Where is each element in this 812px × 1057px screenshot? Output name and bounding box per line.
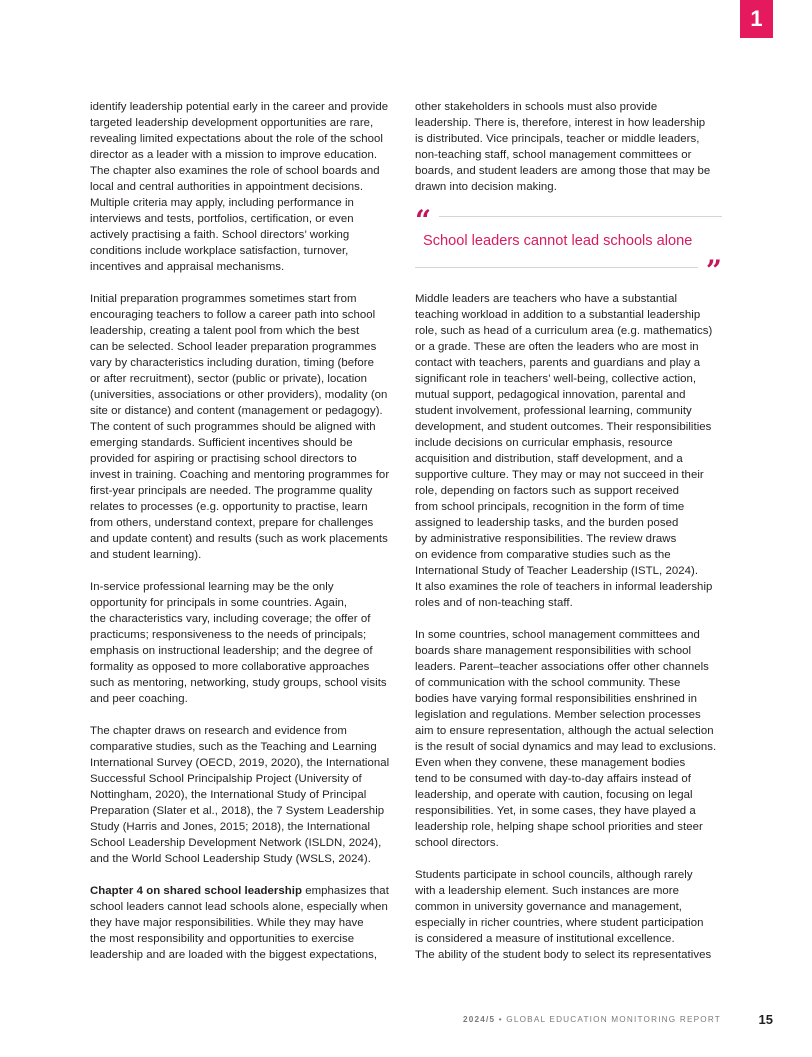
pull-quote <box>415 202 722 287</box>
left-column <box>90 99 400 963</box>
text-line: from others, understand context, prepare for challenges <box>90 517 374 529</box>
text-line: The chapter also examines the role of school boards and <box>90 165 380 177</box>
quote-divider-bottom <box>415 267 698 268</box>
text-line: contact with teachers, parents and guardians and play a <box>415 357 701 369</box>
text-line: opportunity for principals in some countries. Again, <box>90 597 348 609</box>
page-number: 15 <box>758 1012 773 1027</box>
text-line: formality as opposed to more collaborative approaches <box>90 661 370 673</box>
text-line: by administrative responsibilities. The review draws <box>415 533 677 545</box>
text-line: role, such as head of a curriculum area (e.g. mathematics) <box>415 325 713 337</box>
text-line: relates to processes (e.g. opportunity to practise, learn <box>90 501 368 513</box>
text-line: leadership role, helping shape school priorities and steer <box>415 821 703 833</box>
text-line: aim to ensure representation, although the actual selection <box>415 725 714 737</box>
open-quote-icon: “ <box>415 204 432 237</box>
text-line: leadership and are loaded with the biggest expectations, <box>90 949 378 961</box>
text-line: In-service professional learning may be the only <box>90 581 334 593</box>
text-line: identify leadership potential early in the career and provide <box>90 101 389 113</box>
text-line: Multiple criteria may apply, including performance in <box>90 197 354 209</box>
text-line: conditions include workplace satisfaction, turnover, <box>90 245 349 257</box>
text-line: targeted leadership development opportunities are rare, <box>90 117 374 129</box>
text-line: tend to be consumed with day-to-day affairs instead of <box>415 773 692 785</box>
text-line: and student learning). <box>90 549 202 561</box>
text-line: bodies have varying formal responsibilities enshrined in <box>415 693 698 705</box>
text-line: school leaders cannot lead schools alone, especially when <box>90 901 388 913</box>
text-line: leadership, and operate with caution, focusing on legal <box>415 789 693 801</box>
right-column-bottom <box>415 291 725 963</box>
text-line: first-year principals are needed. The programme quality <box>90 485 373 497</box>
text-line: comparative studies, such as the Teaching and Learning <box>90 741 377 753</box>
text-line: director as a leader with a mission to improve education. <box>90 149 378 161</box>
text-line: Middle leaders are teachers who have a substantial <box>415 293 678 305</box>
text-line: In some countries, school management committees and <box>415 629 700 641</box>
text-line: is distributed. Vice principals, teacher or middle leaders, <box>415 133 700 145</box>
text-line: actively practising a faith. School directors’ working <box>90 229 350 241</box>
text-line: leadership, creating a talent pool from which the best <box>90 325 360 337</box>
running-footer <box>463 1015 721 1024</box>
text-line: is considered a measure of institutional excellence. <box>415 933 675 945</box>
text-line: or a grade. These are often the leaders who are most in <box>415 341 699 353</box>
text-line: the characteristics vary, including coverage; the offer of <box>90 613 371 625</box>
paragraph-gap <box>415 851 725 867</box>
text-line: such as mentoring, networking, study groups, school visits <box>90 677 387 689</box>
text-line: Successful School Principalship Project (University of <box>90 773 362 785</box>
text-line: Nottingham, 2020), the International Study of Principal <box>90 789 367 801</box>
text-line: mutual support, pedagogical innovation, parental and <box>415 389 686 401</box>
text-line: It also examines the role of teachers in informal leadership <box>415 581 713 593</box>
text-run: emphasizes that <box>302 885 389 897</box>
text-line: other stakeholders in schools must also provide <box>415 101 658 113</box>
text-line: invest in training. Coaching and mentoring programmes for <box>90 469 390 481</box>
text-line: especially in richer countries, where student participation <box>415 917 704 929</box>
text-line: site or distance) and content (management or pedagogy). <box>90 405 383 417</box>
text-line: Initial preparation programmes sometimes start from <box>90 293 357 305</box>
text-line: incentives and appraisal mechanisms. <box>90 261 285 273</box>
text-line: non-teaching staff, school management committees or <box>415 149 692 161</box>
text-line: The content of such programmes should be aligned with <box>90 421 376 433</box>
footer-report-title: GLOBAL EDUCATION MONITORING REPORT <box>506 1015 721 1024</box>
text-line: leadership. There is, therefore, interest in how leadership <box>415 117 706 129</box>
text-line: International Study of Teacher Leadership (ISTL, 2024). <box>415 565 699 577</box>
text-line: and update content) and results (such as work placements <box>90 533 388 545</box>
text-line: acquisition and distribution, staff development, and a <box>415 453 683 465</box>
paragraph-gap <box>415 611 725 627</box>
paragraph-gap <box>90 275 400 291</box>
text-line: vary by characteristics including duration, timing (before <box>90 357 374 369</box>
text-line: Preparation (Slater et al., 2018), the 7 System Leadership <box>90 805 385 817</box>
text-line: roles and of non-teaching staff. <box>415 597 573 609</box>
text-line: school directors. <box>415 837 499 849</box>
paragraph-gap <box>90 867 400 883</box>
text-line: (universities, associations or other providers), modality (on <box>90 389 388 401</box>
paragraph-gap <box>90 707 400 723</box>
text-line: provided for aspiring or practising school directors to <box>90 453 357 465</box>
text-line: The ability of the student body to select its representatives <box>415 949 712 961</box>
text-line: include decisions on curricular emphasis, resource <box>415 437 673 449</box>
text-line: interviews and tests, portfolios, certification, or even <box>90 213 354 225</box>
text-line: on evidence from comparative studies such as the <box>415 549 671 561</box>
text-line: is the result of social dynamics and may lead to exclusions. <box>415 741 717 753</box>
text-line: Even when they convene, these management bodies <box>415 757 686 769</box>
text-line <box>90 883 400 899</box>
text-line: and the World School Leadership Study (WSLS, 2024). <box>90 853 371 865</box>
chapter-tab: 1 <box>740 0 773 38</box>
text-line: assigned to leadership tasks, and the burden posed <box>415 517 679 529</box>
text-line: International Survey (OECD, 2019, 2020), the International <box>90 757 390 769</box>
bold-lead: Chapter 4 on shared school leadership <box>90 885 302 897</box>
text-line: teaching workload in addition to a substantial leadership <box>415 309 701 321</box>
footer-year: 2024/5 <box>462 1015 496 1024</box>
text-line: boards, and student leaders are among those that may be <box>415 165 711 177</box>
text-line: and peer coaching. <box>90 693 188 705</box>
text-line: drawn into decision making. <box>415 181 557 193</box>
text-line: significant role in teachers’ well-being, collective action, <box>415 373 697 385</box>
text-line: emphasis on instructional leadership; and the degree of <box>90 645 373 657</box>
text-line: can be selected. School leader preparation programmes <box>90 341 377 353</box>
text-line: leaders. Parent–teacher associations offer other channels <box>415 661 709 673</box>
text-line: practicums; responsiveness to the needs of principals; <box>90 629 367 641</box>
text-line: Students participate in school councils, although rarely <box>415 869 693 881</box>
close-quote-icon: ” <box>705 254 722 287</box>
text-line: legislation and regulations. Member selection processes <box>415 709 701 721</box>
text-line: The chapter draws on research and evidence from <box>90 725 347 737</box>
text-line: student involvement, professional learning, community <box>415 405 692 417</box>
text-line: supportive culture. They may or may not succeed in their <box>415 469 704 481</box>
pull-quote-text: School leaders cannot lead schools alone <box>423 233 693 249</box>
text-line: local and central authorities in appointment decisions. <box>90 181 364 193</box>
text-line: boards share management responsibilities with school <box>415 645 692 657</box>
text-line: or after recruitment), sector (public or private), location <box>90 373 368 385</box>
text-line: they have major responsibilities. While they may have <box>90 917 364 929</box>
text-line: from school principals, recognition in the form of time <box>415 501 685 513</box>
text-line: with a leadership element. Such instances are more <box>415 885 679 897</box>
text-line: common in university governance and management, <box>415 901 683 913</box>
text-line: responsibilities. Yet, in some cases, they have played a <box>415 805 696 817</box>
text-line: of communication with the school community. These <box>415 677 681 689</box>
text-line: role, depending on factors such as support received <box>415 485 680 497</box>
text-line: revealing limited expectations about the role of the school <box>90 133 383 145</box>
text-line: emerging standards. Sufficient incentives should be <box>90 437 353 449</box>
right-column-top <box>415 99 725 195</box>
text-line: Study (Harris and Jones, 2015; 2018), the International <box>90 821 371 833</box>
paragraph-gap <box>90 563 400 579</box>
quote-divider-top <box>439 216 722 217</box>
text-line: development, and student outcomes. Their responsibilities <box>415 421 712 433</box>
footer-separator: • <box>495 1015 507 1024</box>
text-line: the most responsibility and opportunities to exercise <box>90 933 355 945</box>
text-line: encouraging teachers to follow a career path into school <box>90 309 376 321</box>
text-line: School Leadership Development Network (ISLDN, 2024), <box>90 837 382 849</box>
